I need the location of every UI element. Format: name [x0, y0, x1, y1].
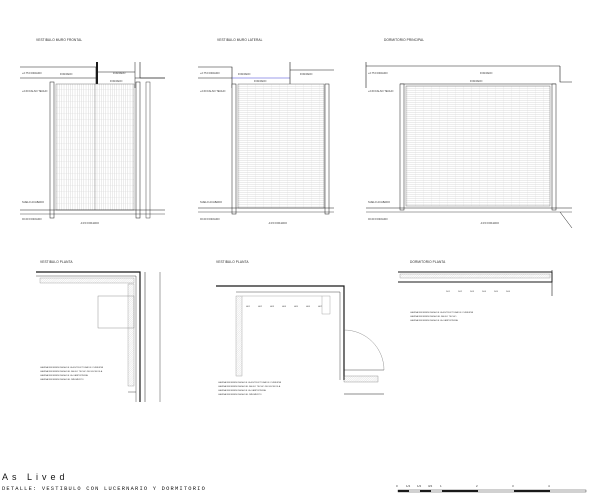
plan-note: LAMINA REFERENCIADA DE LA ESTRUCTURA DE CUBIERTA [410, 312, 474, 314]
tag-row [246, 306, 323, 308]
tag-row [446, 291, 511, 293]
plan-note: LAMINA REFERENCIADA DE LA ESTRUCTURA DE CUBIERTA [218, 382, 282, 384]
level-label: +2.75 FORJADO [368, 72, 388, 75]
tag-label: D01 [446, 291, 451, 293]
level-label: FORJADO [480, 72, 493, 75]
plan-note: LAMINA REFERENCIADA DE LA CARPINTERIA [410, 320, 458, 322]
level-label: +2.60 FALSO TECHO [200, 90, 226, 93]
plan-note: LAMINA REFERENCIADA DE LA CARPINTERIA [40, 375, 88, 377]
tag-label: H05 [294, 306, 299, 308]
view-title: DORMITORIO PLANTA [410, 260, 446, 264]
tag-label: H03 [270, 306, 275, 308]
view-title: VESTIBULO MURO LATERAL [217, 38, 263, 42]
plan-note: LAMINA REFERENCIADA DEL FALSO TECHO [410, 316, 457, 318]
level-label: ±0.00 FORJADO [200, 218, 220, 221]
tag-label: H04 [282, 306, 287, 308]
scale-tick: 0 [396, 484, 398, 488]
plan-note: LAMINA REFERENCIADA DEL PAVIMENTO [218, 394, 262, 396]
scale-tick: 1/2 [417, 484, 422, 488]
level-label: FORJADO [238, 73, 251, 76]
project-title: As Lived [2, 472, 69, 482]
view-title: VESTIBULO PLANTA [40, 260, 73, 264]
level-label: FORJADO [470, 80, 483, 83]
level-label: -0.15 FORJADO [268, 222, 288, 225]
level-label: -0.15 FORJADO [80, 222, 100, 225]
scale-tick: 4 [548, 484, 550, 488]
plan-note: LAMINA REFERENCIADA DE LA CARPINTERIA [218, 390, 266, 392]
level-label: FORJADO [113, 72, 126, 75]
plan-note: LAMINA REFERENCIADA DE LA ESTRUCTURA DE CUBIERTA [40, 367, 104, 369]
view-title: VESTIBULO MURO FRONTAL [36, 38, 83, 42]
tag-label: H06 [306, 306, 311, 308]
tag-label: D06 [506, 291, 511, 293]
level-label: +2.60 FALSO TECHO [22, 90, 48, 93]
tag-label: D02 [458, 291, 463, 293]
project-subtitle: DETALLE: VESTIBULO CON LUCERNARIO Y DORMITORIO [2, 486, 207, 492]
level-label: SUELO ACABADO [22, 201, 45, 204]
view-title: DORMITORIO PRINCIPAL [384, 38, 425, 42]
view-title: VESTIBULO PLANTA [216, 260, 249, 264]
level-label: +2.75 FORJADO [22, 72, 42, 75]
plan-dormitorio [398, 260, 552, 322]
level-label: ±0.00 FORJADO [368, 218, 388, 221]
tag-label: D04 [482, 291, 487, 293]
plan-vestibulo-middle [216, 260, 384, 396]
level-label: FORJADO [300, 73, 313, 76]
level-label: SUELO ACABADO [200, 201, 223, 204]
tag-label: D05 [494, 291, 499, 293]
plan-note: LAMINA REFERENCIADA DEL PAVIMENTO [40, 379, 84, 381]
level-label: ±0.00 FORJADO [22, 218, 42, 221]
tag-label: H01 [246, 306, 251, 308]
scale-bar [396, 484, 586, 492]
elevation-dormitorio [366, 38, 572, 228]
level-label: SUELO ACABADO [368, 201, 391, 204]
tag-label: H07 [318, 306, 323, 308]
level-label: -0.15 FORJADO [480, 222, 500, 225]
scale-tick: 1 [440, 484, 442, 488]
tag-label: H02 [258, 306, 263, 308]
plan-note: LAMINA REFERENCIADA DEL FALSO TECHO DE ESCAYOLA [218, 386, 281, 388]
level-label: FORJADO [110, 80, 123, 83]
tag-label: D03 [470, 291, 475, 293]
scale-tick: 2 [476, 484, 478, 488]
level-label: FORJADO [254, 80, 267, 83]
plan-note: LAMINA REFERENCIADA DEL FALSO TECHO DE ESCAYOLA [40, 371, 103, 373]
level-label: +2.60 FALSO TECHO [368, 90, 394, 93]
scale-tick: 3 [512, 484, 514, 488]
level-label: FORJADO [60, 73, 73, 76]
elevation-vestibulo-lateral [198, 38, 334, 225]
elevation-vestibulo-frontal [20, 38, 165, 225]
plan-vestibulo-left [36, 260, 160, 402]
scale-tick: 3/4 [428, 484, 433, 488]
scale-tick: 1/4 [406, 484, 411, 488]
level-label: +2.75 FORJADO [200, 72, 220, 75]
